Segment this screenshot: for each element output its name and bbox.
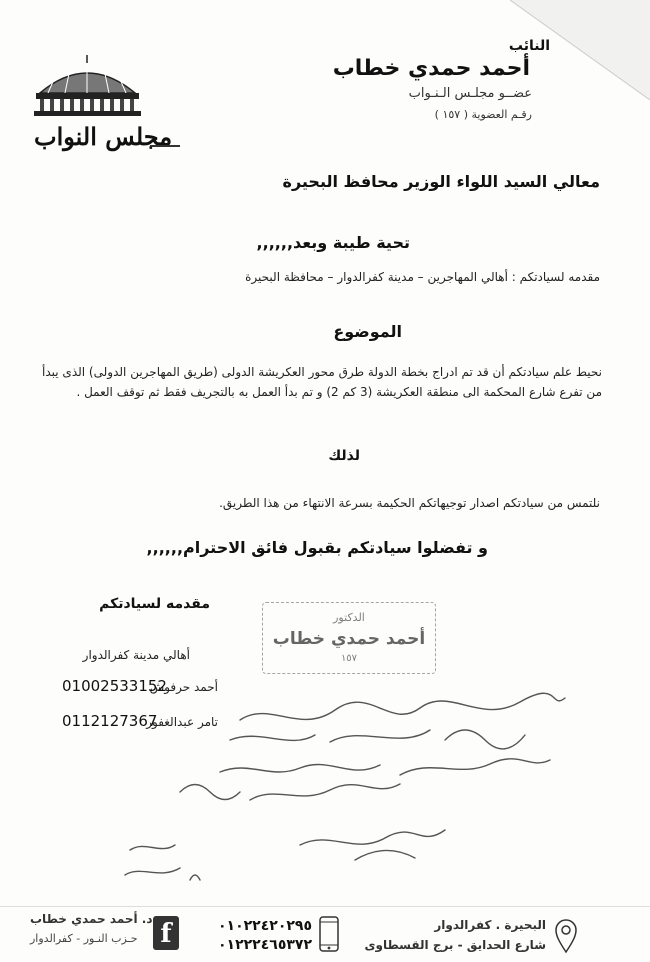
letter-intro: مقدمه لسيادتكم : أهالي المهاجرين – مدينة كفرالدوار – محافظة البحيرة	[245, 270, 600, 284]
footer-party: حـزب النـور - كفرالدوار	[30, 932, 138, 945]
parliament-dome-icon	[30, 55, 145, 117]
letter-closing: و تفضلوا سيادتكم بقبول فائق الاحترام,,,,,,	[146, 538, 488, 557]
parliament-logo-text: مجلس النواب	[34, 122, 173, 151]
signatory-name: تامر عبدالغفور	[146, 715, 218, 729]
signatory-phone: 0112127367	[62, 712, 158, 730]
signatories-heading: مقدمه لسيادتكم	[99, 596, 210, 612]
stamp-line: أحمد حمدي خطاب	[272, 629, 426, 649]
mp-role: عضــو مجلـس الـنـواب	[408, 86, 532, 101]
mp-title: النائب	[508, 38, 550, 54]
subject-heading: الموضوع	[333, 322, 402, 341]
footer-phone: ٠١٠٢٢٤٢٠٢٩٥	[218, 918, 312, 934]
official-stamp	[262, 602, 436, 674]
footer-name: د. أحمد حمدي خطاب	[30, 912, 153, 926]
letter-request: نلتمس من سيادتكم اصدار توجيهاتكم الحكيمة بسرعة الانتهاء من هذا الطريق.	[219, 496, 600, 510]
mp-membership-number: رقـم العضوية ( ١٥٧ )	[434, 108, 532, 121]
location-pin-icon	[554, 918, 578, 954]
stamp-line: ١٥٧	[340, 653, 358, 664]
facebook-icon[interactable]: f	[153, 916, 179, 950]
footer-phone: ٠١٢٢٢٤٦٥٣٧٢	[218, 937, 312, 953]
mp-name: أحمد حمدي خطاب	[332, 56, 530, 81]
footer-address-line: شارع الحدايق - برج القسطاوى	[364, 938, 546, 952]
letter-greeting: تحية طيبة وبعد,,,,,,	[256, 233, 410, 252]
signatory-name: أحمد حرفوش	[149, 680, 218, 694]
letter-body: نحيط علم سيادتكم أن قد تم ادراج بخطة الدولة طرق محور العكريشة الدولى (طريق المهاجرين الدولى) الذى يبدأ من تفرع شارع المحكمة الى منطقة العكريشة (3 كم 2) و تم بدأ العمل به بالتجريف فقط ثم توقف العمل .	[42, 365, 602, 399]
handwritten-annotation	[100, 680, 570, 910]
stamp-line: الدكتور	[333, 611, 365, 624]
signatories-org: أهالي مدينة كفرالدوار	[82, 648, 190, 662]
letter-addressee: معالي السيد اللواء الوزير محافظ البحيرة	[282, 172, 600, 191]
header-divider	[150, 145, 180, 147]
signatory-phone: 01002533152	[62, 677, 167, 695]
mobile-phone-icon	[318, 916, 340, 952]
footer-address-line: البحيرة . كفرالدوار	[434, 918, 546, 932]
therefore-heading: لذلك	[328, 448, 360, 464]
